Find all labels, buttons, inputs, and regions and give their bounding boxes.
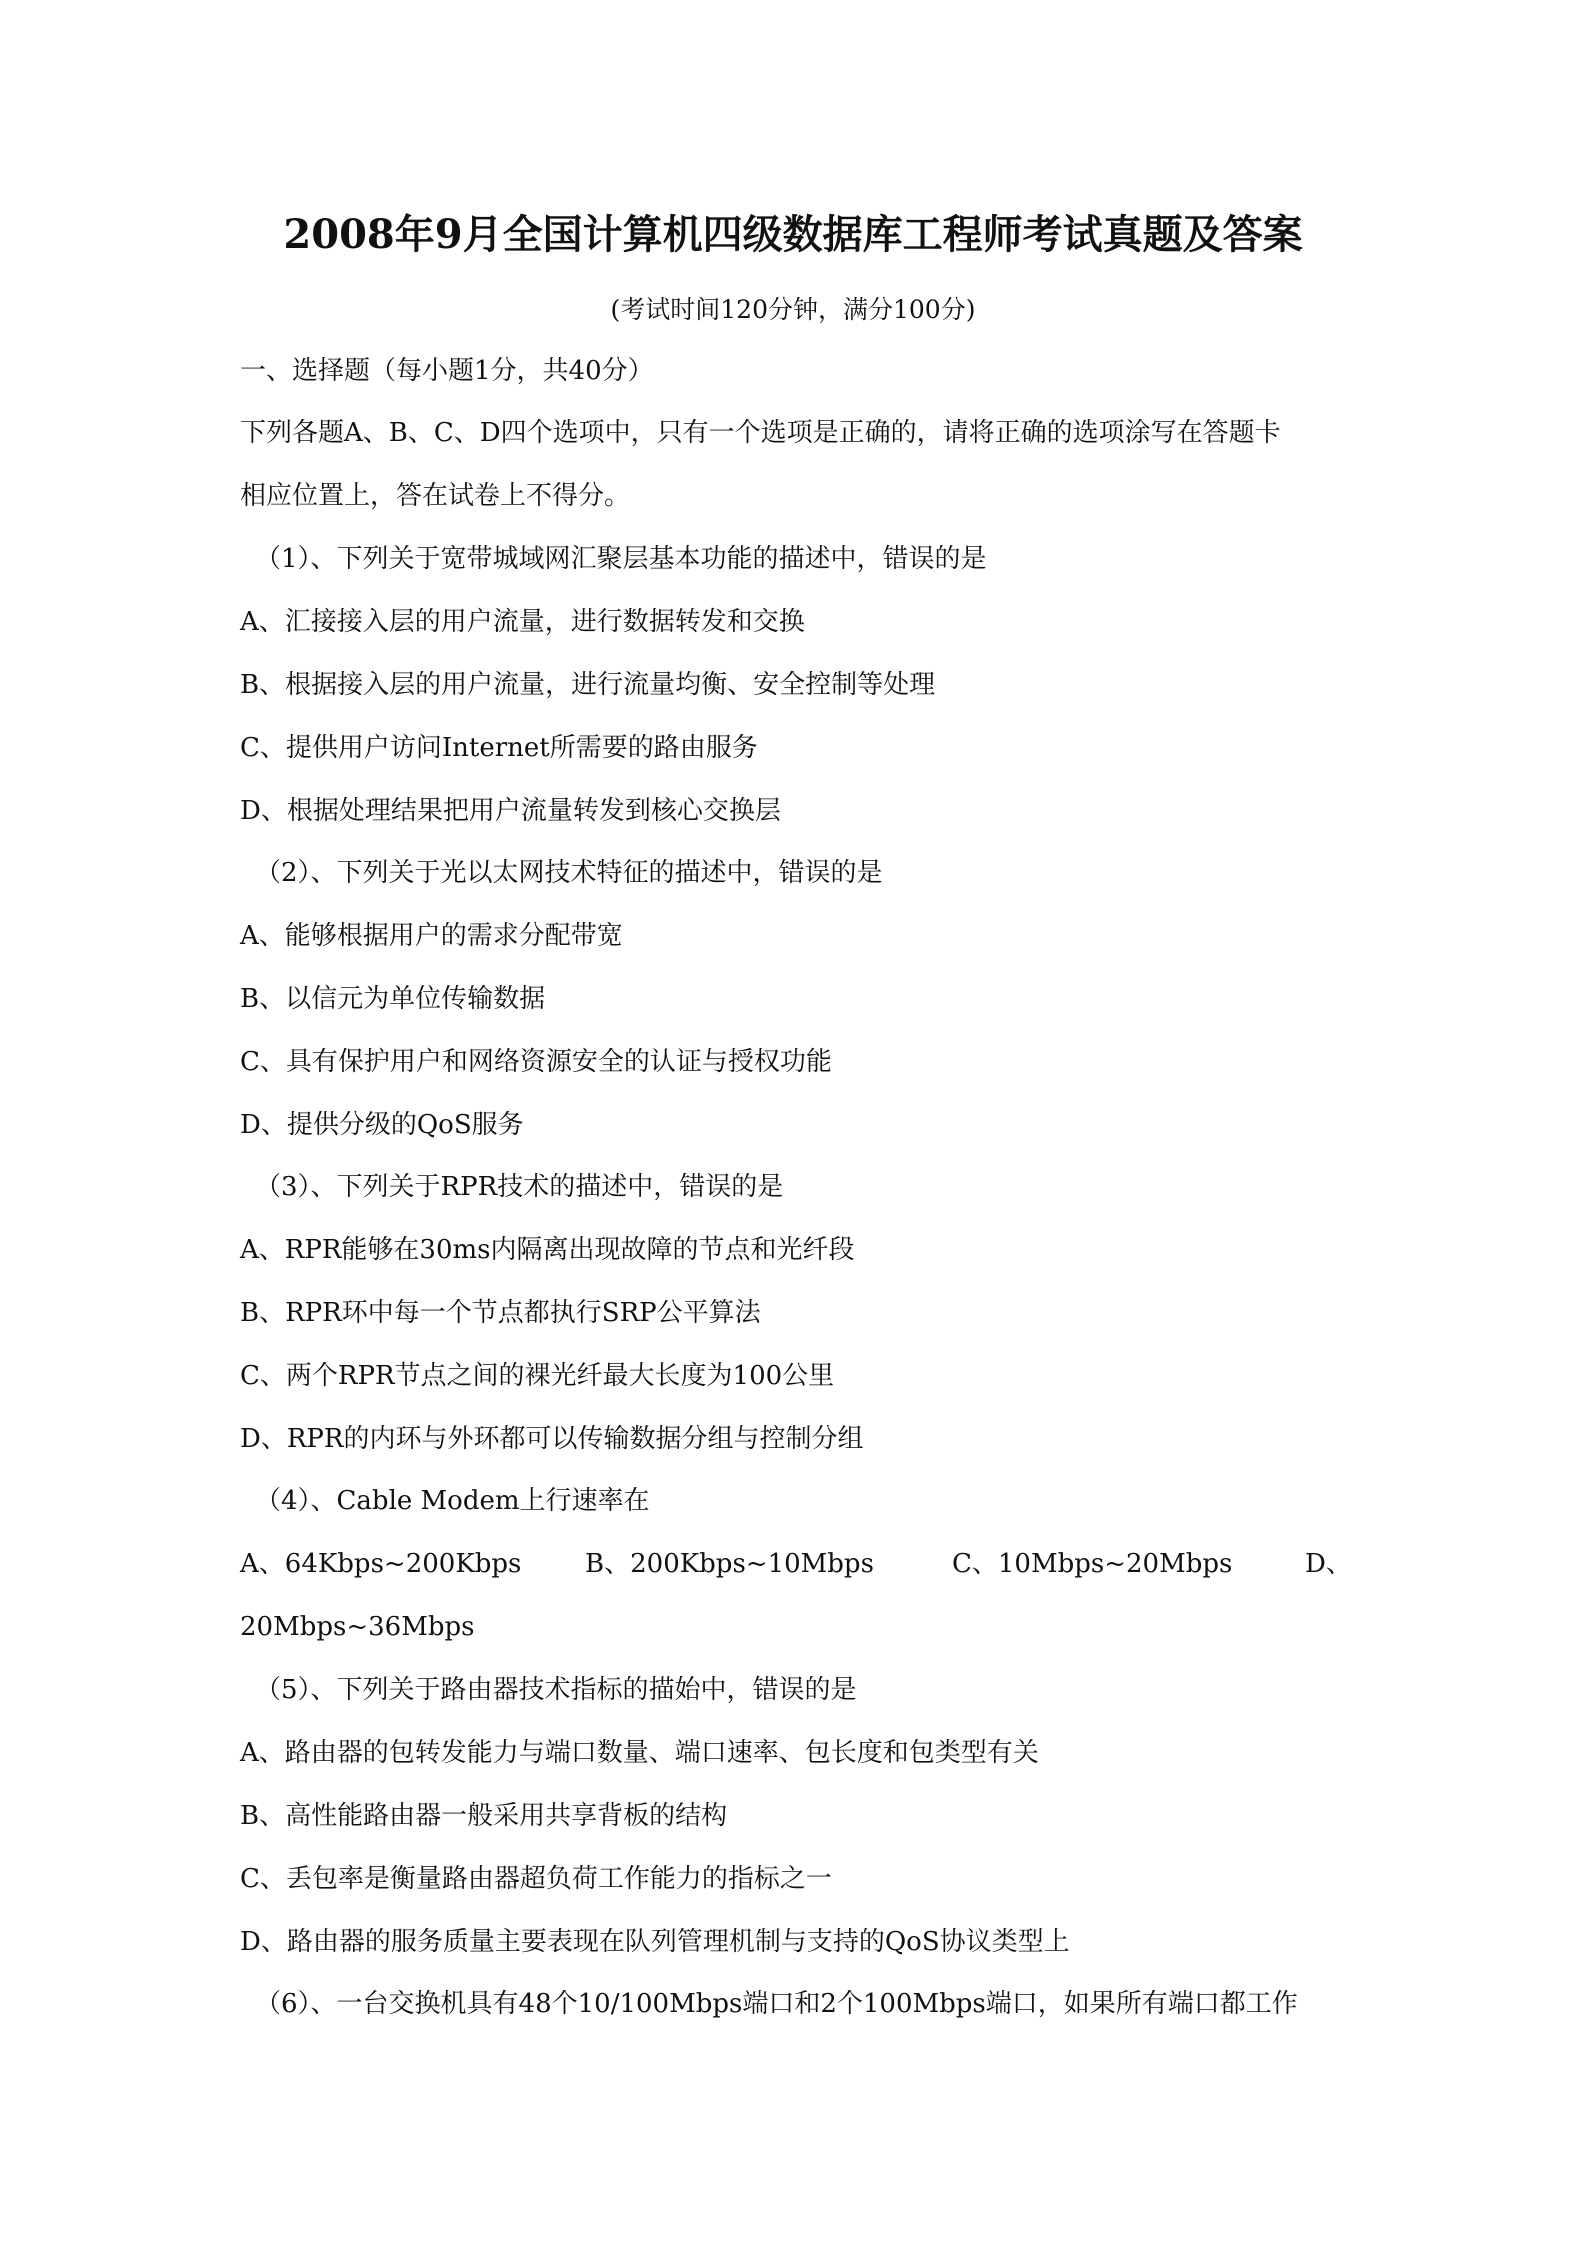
exam-duration-note: (考试时间120分钟，满分100分): [610, 295, 976, 324]
instruction-line: 相应位置上，答在试卷上不得分。: [240, 481, 631, 511]
question-option: C、丢包率是衡量路由器超负荷工作能力的指标之一: [240, 1864, 832, 1894]
question-option: B、RPR环中每一个节点都执行SRP公平算法: [240, 1298, 761, 1328]
section-heading: 一、选择题（每小题1分，共40分）: [240, 356, 654, 386]
question-stem: （3）、下列关于RPR技术的描述中，错误的是: [255, 1172, 784, 1202]
question-stem: （6）、一台交换机具有48个10/100Mbps端口和2个100Mbps端口，如果所有端口都工作: [255, 1989, 1298, 2019]
question-option: A、汇接接入层的用户流量，进行数据转发和交换: [240, 607, 805, 637]
question-option-wrap: 20Mbps~36Mbps: [240, 1612, 475, 1642]
question-option: B、以信元为单位传输数据: [240, 984, 546, 1014]
question-stem: （5）、下列关于路由器技术指标的描始中，错误的是: [255, 1675, 857, 1705]
question-option: D、RPR的内环与外环都可以传输数据分组与控制分组: [240, 1424, 864, 1454]
question-option: C、10Mbps~20Mbps: [952, 1549, 1233, 1579]
question-option: D、提供分级的QoS服务: [240, 1110, 524, 1140]
question-option: A、能够根据用户的需求分配带宽: [240, 921, 623, 951]
question-option: B、高性能路由器一般采用共享背板的结构: [240, 1801, 728, 1831]
question-option: C、具有保护用户和网络资源安全的认证与授权功能: [240, 1047, 832, 1077]
question-stem: （1）、下列关于宽带城域网汇聚层基本功能的描述中，错误的是: [255, 544, 987, 574]
instruction-line: 下列各题A、B、C、D四个选项中，只有一个选项是正确的，请将正确的选项涂写在答题卡: [240, 418, 1281, 448]
question-option: B、200Kbps~10Mbps: [585, 1549, 874, 1579]
question-option: A、64Kbps~200Kbps: [240, 1549, 522, 1579]
question-option: D、根据处理结果把用户流量转发到核心交换层: [240, 796, 781, 826]
question-stem: （4）、Cable Modem上行速率在: [255, 1486, 650, 1516]
question-option: C、两个RPR节点之间的裸光纤最大长度为100公里: [240, 1361, 835, 1391]
question-option: A、路由器的包转发能力与端口数量、端口速率、包长度和包类型有关: [240, 1738, 1039, 1768]
question-option: D、路由器的服务质量主要表现在队列管理机制与支持的QoS协议类型上: [240, 1927, 1070, 1957]
question-option: D、: [1305, 1549, 1352, 1579]
question-stem: （2）、下列关于光以太网技术特征的描述中，错误的是: [255, 858, 883, 888]
document-title: 2008年9月全国计算机四级数据库工程师考试真题及答案: [283, 211, 1303, 258]
question-option: A、RPR能够在30ms内隔离出现故障的节点和光纤段: [240, 1235, 855, 1265]
question-option: B、根据接入层的用户流量，进行流量均衡、安全控制等处理: [240, 670, 936, 700]
question-option: C、提供用户访问Internet所需要的路由服务: [240, 733, 758, 763]
